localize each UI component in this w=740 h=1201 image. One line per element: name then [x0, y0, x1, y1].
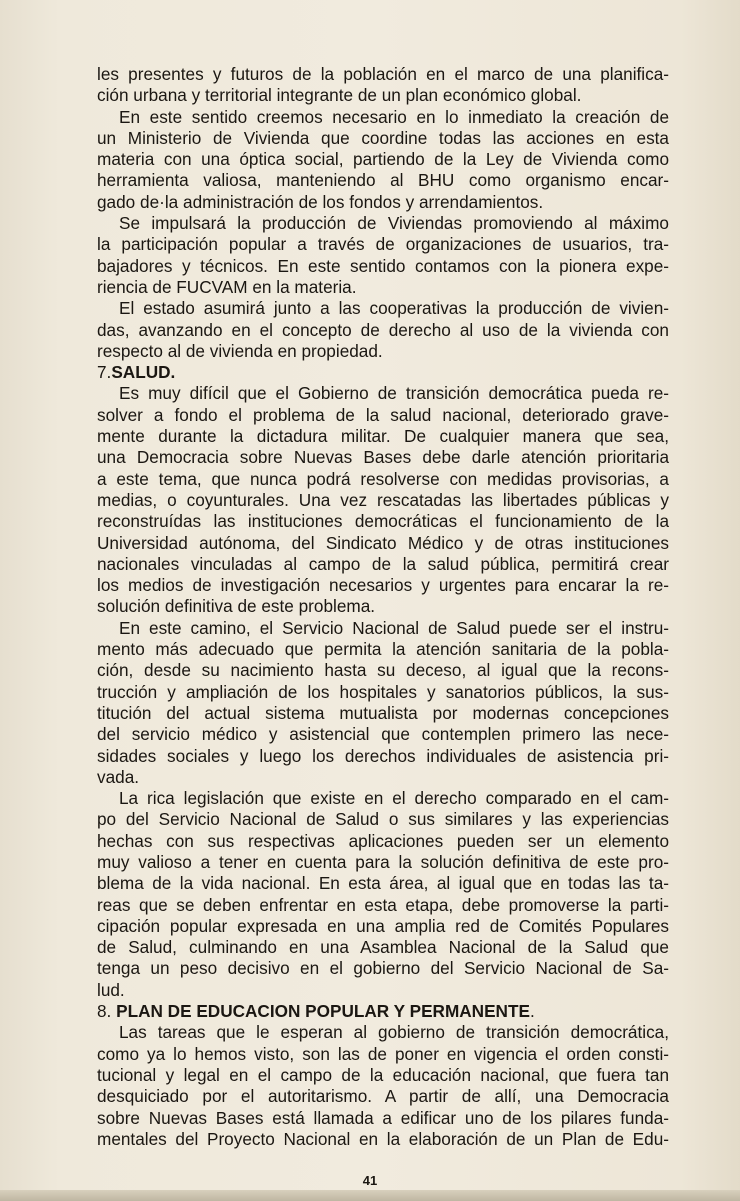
- text-line: La rica legislación que existe en el derecho comparado en el cam-: [119, 788, 669, 809]
- text-line: sobre Nuevas Bases está llamada a edificar uno de los pilares funda-: [97, 1107, 669, 1128]
- text-line: En este sentido creemos necesario en lo inmediato la creación de: [119, 106, 669, 127]
- text-line: solución definitiva de este problema.: [97, 596, 376, 617]
- text-line: cipación popular expresada en una amplia red de Comités Populares: [97, 915, 669, 936]
- section-title-period: .: [529, 1001, 535, 1022]
- text-line: ción, desde su nacimiento hasta su deceso, al igual que la recons-: [97, 660, 669, 681]
- text-line: mente durante la dictadura militar. De cualquier manera que sea,: [97, 426, 669, 447]
- text-line: das, avanzando en el concepto de derecho al uso de la vivienda con: [97, 319, 669, 340]
- text-line: titución del actual sistema mutualista por modernas concepciones: [97, 702, 669, 723]
- section-number: 8.: [97, 1001, 117, 1022]
- text-line: Es muy difícil que el Gobierno de transición democrática pueda re-: [119, 383, 669, 404]
- page-bottom-edge: [0, 1190, 740, 1201]
- text-line: blema de la vida nacional. En esta área, al igual que en todas las ta-: [97, 873, 669, 894]
- text-line: les presentes y futuros de la población en el marco de una planifica-: [97, 64, 669, 84]
- text-line: Las tareas que le esperan al gobierno de transición democrática,: [119, 1022, 669, 1043]
- text-line: muy valioso a tener en cuenta para la solución definitiva de este pro-: [97, 851, 669, 872]
- text-line: riencia de FUCVAM en la materia.: [97, 276, 357, 297]
- text-line: los medios de investigación necesarios y urgentes para encarar la re-: [97, 575, 669, 596]
- text-line: sidades sociales y luego los derechos individuales de asistencia pri-: [97, 745, 669, 766]
- text-line: nacionales vinculadas al campo de la salud pública, permitirá crear: [97, 553, 669, 574]
- section-heading-educacion: [97, 1001, 669, 1022]
- text-line: Se impulsará la producción de Viviendas promoviendo al máximo: [119, 213, 669, 234]
- text-line: vada.: [97, 766, 140, 787]
- text-line: como ya lo hemos visto, son las de poner en vigencia el orden consti-: [97, 1043, 669, 1064]
- text-line: gado de·la administración de los fondos y arrendamientos.: [97, 191, 544, 212]
- section-heading-salud: [97, 362, 669, 383]
- text-line: solver a fondo el problema de la salud nacional, deteriorado grave-: [97, 404, 669, 425]
- page-number: 41: [362, 1173, 378, 1188]
- text-line: del servicio médico y asistencial que contemplen primero las nece-: [97, 724, 669, 745]
- section-title: PLAN DE EDUCACION POPULAR Y PERMANENTE: [116, 1001, 530, 1022]
- text-line: un Ministerio de Vivienda que coordine todas las acciones en esta: [97, 127, 669, 148]
- text-line: Universidad autónoma, del Sindicato Médico y de otras instituciones: [97, 532, 669, 553]
- text-line: En este camino, el Servicio Nacional de Salud puede ser el instru-: [119, 617, 669, 638]
- text-line: mento más adecuado que permita la atención sanitaria de la pobla-: [97, 639, 669, 660]
- text-line: ción urbana y territorial integrante de un plan económico global.: [97, 85, 582, 106]
- text-line: desquiciado por el autoritarismo. A partir de allí, una Democracia: [97, 1086, 669, 1107]
- text-line: materia con una óptica social, partiendo de la Ley de Vivienda como: [97, 149, 669, 170]
- text-line: hechas con sus respectivas aplicaciones pueden ser un elemento: [97, 830, 669, 851]
- text-line: una Democracia sobre Nuevas Bases debe darle atención prioritaria: [97, 447, 669, 468]
- section-number: 7.: [97, 362, 112, 383]
- text-line: mentales del Proyecto Nacional en la elaboración de un Plan de Edu-: [97, 1128, 669, 1149]
- text-line: medias, o coyunturales. Una vez rescatadas las libertades públicas y: [97, 489, 669, 510]
- body-text: [97, 64, 669, 1150]
- text-line: de Salud, culminando en una Asamblea Nacional de la Salud que: [97, 937, 669, 958]
- text-line: la participación popular a través de organizaciones de usuarios, tra-: [97, 234, 669, 255]
- text-line: reas que se deben enfrentar en esta etapa, debe promoverse la parti-: [97, 894, 669, 915]
- text-line: herramienta valiosa, manteniendo al BHU como organismo encar-: [97, 170, 669, 191]
- text-line: El estado asumirá junto a las cooperativas la producción de vivien-: [119, 298, 669, 319]
- text-line: a este tema, que nunca podrá resolverse con medidas provisorias, a: [97, 468, 669, 489]
- text-line: bajadores y técnicos. En este sentido contamos con la pionera expe-: [97, 255, 669, 276]
- text-line: respecto al de vivienda en propiedad.: [97, 340, 383, 361]
- text-line: lud.: [97, 979, 125, 1000]
- text-line: tenga un peso decisivo en el gobierno del Servicio Nacional de Sa-: [97, 958, 669, 979]
- text-line: trucción y ampliación de los hospitales y sanatorios públicos, la sus-: [97, 681, 669, 702]
- text-line: po del Servicio Nacional de Salud o sus similares y las experiencias: [97, 809, 669, 830]
- section-title: SALUD.: [111, 362, 176, 383]
- text-line: tucional y legal en el campo de la educación nacional, que fuera tan: [97, 1064, 669, 1085]
- text-line: reconstruídas las instituciones democráticas el funcionamiento de la: [97, 511, 669, 532]
